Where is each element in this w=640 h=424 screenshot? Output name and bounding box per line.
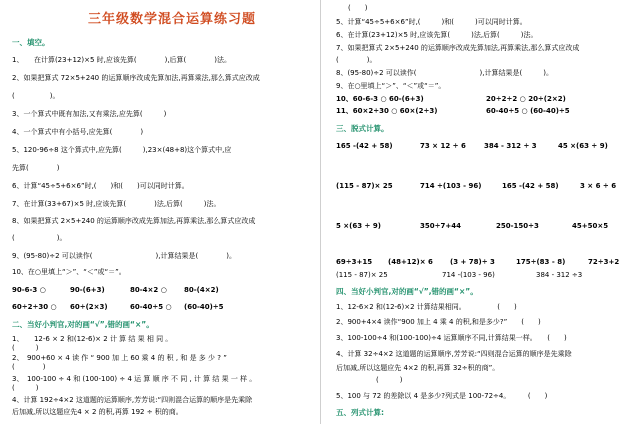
question-9: 9、(95-80)÷2 可以读作( ),计算结果是( )。 bbox=[12, 252, 236, 260]
compare-item: 90-(6+3) bbox=[70, 286, 105, 294]
calc-item: 384 - 312 ÷3 bbox=[536, 271, 583, 279]
question-2-line1: 2、如果把算式 72×5+240 的运算顺序改成先算加法,再算乘法,那么算式应改成 bbox=[12, 74, 260, 82]
calc-item: 45 ×(63 ÷ 9) bbox=[558, 142, 608, 150]
question-r6: 6、在计算(23+12)×5 时,应该先算( )法,后算( )法。 bbox=[336, 31, 538, 39]
question-8-line2: ( )。 bbox=[12, 234, 67, 242]
judge-4-line1: 4、计算 192÷4×2 这道题的运算顺序,芳芳说:“四则混合运算的顺序是先乘除 bbox=[12, 396, 253, 404]
carry-over-blank: ( ) bbox=[348, 4, 368, 12]
judge-2-line2: ( ) bbox=[12, 363, 46, 371]
question-r7-line1: 7、如果把算式 2×5+240 的运算顺序改成先算加法,再算乘法,那么算式应改成 bbox=[336, 44, 580, 52]
calc-item: 69÷3+15 bbox=[336, 258, 373, 266]
section-judge-heading: 二、当好小判官,对的画“√”,错的画“×”。 bbox=[12, 320, 154, 329]
worksheet-title: 三年级数学混合运算练习题 bbox=[87, 12, 256, 27]
judge-3-line2: ( ) bbox=[12, 384, 39, 392]
calc-item: 72÷3+2 bbox=[588, 258, 620, 266]
judge-1-line1: 1、 12-6 × 2 和(12-6)× 2 计 算 结 果 相 同 。 bbox=[12, 335, 173, 343]
calc-item: (48+12)× 6 bbox=[388, 258, 433, 266]
question-8-line1: 8、如果把算式 2×5+240 的运算顺序改成先算加法,再算乘法,那么算式应改成 bbox=[12, 217, 256, 225]
compare-item: 90-6-3 ○ bbox=[12, 286, 46, 294]
judge-r2: 2、900+4×4 读作“900 加上 4 乘 4 的积,和是多少?” ( ) bbox=[336, 318, 541, 326]
question-5-line2: 先算( ) bbox=[12, 164, 60, 172]
left-column bbox=[12, 0, 312, 424]
question-10: 10、在○里填上“＞”、“＜”或“＝”。 bbox=[12, 268, 126, 276]
compare-item: 80-(4×2) bbox=[184, 286, 219, 294]
question-1: 1、 在计算(23+12)×5 时,应该先算( ),后算( )法。 bbox=[12, 56, 232, 64]
judge-r1: 1、12-6×2 和(12-6)×2 计算结果相同。 ( ) bbox=[336, 303, 517, 311]
section-calc-heading: 三、脱式计算。 bbox=[336, 124, 389, 133]
question-7: 7、在计算(33+67)×5 时,应该先算( )法,后算( )法。 bbox=[12, 200, 221, 208]
calc-item: 350÷7+44 bbox=[420, 222, 461, 230]
question-r8: 8、(95-80)÷2 可以读作( ),计算结果是( )。 bbox=[336, 69, 553, 77]
column-divider bbox=[320, 0, 321, 424]
section-fill-blank-heading: 一、填空。 bbox=[12, 38, 50, 47]
calc-item: 175÷(83 - 8) bbox=[516, 258, 566, 266]
section-judge2-heading: 四、当好小判官,对的画“√”,错的画“×”。 bbox=[336, 287, 478, 296]
question-r7-line2: ( )。 bbox=[336, 56, 377, 64]
calc-item: 250-150÷3 bbox=[496, 222, 539, 230]
right-column bbox=[336, 0, 632, 424]
calc-item: (115 - 87)× 25 bbox=[336, 182, 393, 190]
judge-3-line1: 3、 100-100 ÷ 4 和 (100-100) ÷ 4 运 算 顺 序 不 同 , 计 算 结 果 一 样 。 bbox=[12, 375, 257, 383]
compare-item: 11、60×2÷30 ○ 60×(2÷3) bbox=[336, 107, 438, 115]
calc-item: (3 + 78)÷ 3 bbox=[450, 258, 495, 266]
compare-item: 60-40÷5 ○ bbox=[130, 303, 172, 311]
calc-item: 5 ×(63 ÷ 9) bbox=[336, 222, 381, 230]
calc-item: 165 -(42 + 58) bbox=[336, 142, 393, 150]
calc-item: 73 × 12 ÷ 6 bbox=[420, 142, 466, 150]
compare-item: (60-40)÷5 bbox=[184, 303, 224, 311]
compare-item: 60÷(2×3) bbox=[70, 303, 108, 311]
calc-item: 3 × 6 ÷ 6 bbox=[580, 182, 617, 190]
question-5-line1: 5、120-96÷8 这个算式中,应先算( ),23×(48+8)这个算式中,应 bbox=[12, 146, 232, 154]
compare-item: 60-40÷5 ○ (60-40)÷5 bbox=[486, 107, 570, 115]
judge-r3: 3、100-100÷4 和(100-100)÷4 运算顺序不同,计算结果一样。 ( ) bbox=[336, 334, 567, 342]
question-r5: 5、计算“45÷5+6×6”时,( )和( )可以同时计算。 bbox=[336, 18, 527, 26]
judge-1-line2: ( ) bbox=[12, 344, 39, 352]
compare-item: 60÷2÷30 ○ bbox=[12, 303, 57, 311]
judge-r4-line1: 4、计算 32÷4×2 这道题的运算顺序,芳芳说:“四则混合运算的顺序是先乘除 bbox=[336, 350, 572, 358]
question-6: 6、计算“45÷5+6×6”时,( )和( )可以同时计算。 bbox=[12, 182, 189, 190]
calc-item: 165 -(42 + 58) bbox=[502, 182, 559, 190]
calc-item: (115 - 87)× 25 bbox=[336, 271, 388, 279]
judge-2-line1: 2、 900+60 × 4 读 作 “ 900 加 上 60 乘 4 的 积 , 和 是 多 少 ? ” bbox=[12, 354, 227, 362]
compare-item: 20÷2÷2 ○ 20÷(2×2) bbox=[486, 95, 566, 103]
question-2-line2: ( )。 bbox=[12, 92, 60, 100]
judge-4-line2: 后加减,所以这题应先4 × 2 的积,再算 192 ÷ 积的商。 bbox=[12, 408, 183, 416]
calc-item: 714 ÷(103 - 96) bbox=[420, 182, 482, 190]
compare-item: 10、60-6-3 ○ 60-(6+3) bbox=[336, 95, 424, 103]
judge-r4-line2: 后加减,所以这题应先 4×2 的积,再算 32÷积的商”。 bbox=[336, 364, 500, 372]
question-r9: 9、在○里填上“＞”、“＜”或“＝”。 bbox=[336, 82, 446, 90]
question-4: 4、一个算式中有小括号,应先算( ) bbox=[12, 128, 144, 136]
section-equation-heading: 五、列式计算: bbox=[336, 408, 384, 417]
calc-item: 384 - 312 ÷ 3 bbox=[484, 142, 537, 150]
calc-item: 714 -(103 - 96) bbox=[442, 271, 495, 279]
question-3: 3、一个算式中既有加法,又有乘法,应先算( ) bbox=[12, 110, 167, 118]
compare-item: 80-4×2 ○ bbox=[130, 286, 167, 294]
judge-r5: 5、100 与 72 的差除以 4 是多少?列式是 100-72÷4。 ( ) bbox=[336, 392, 548, 400]
judge-r4-line3: ( ) bbox=[376, 376, 403, 384]
calc-item: 45+50×5 bbox=[572, 222, 609, 230]
